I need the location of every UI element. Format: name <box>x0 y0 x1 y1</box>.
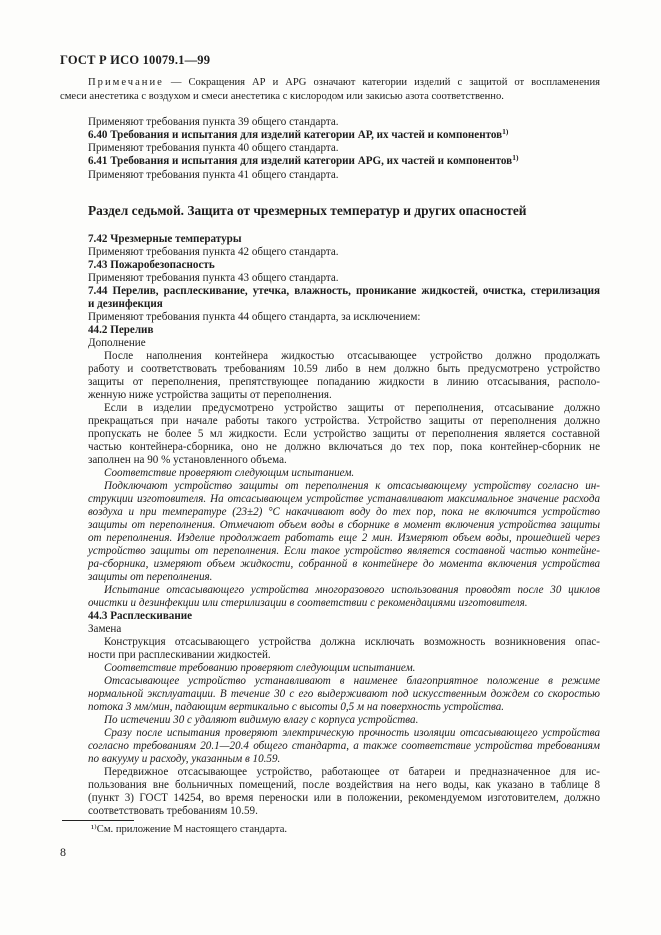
paragraph-line: Соответствие требованию проверяют следующим испытанием. <box>104 662 416 674</box>
paragraph-line: После наполнения контейнера жидкостью отсасывающее устройство должно продолжать <box>104 350 600 362</box>
clause-heading-44-3: 44.3 Расплескивание <box>88 610 193 622</box>
clause-heading-44-2: 44.2 Перелив <box>88 324 154 336</box>
paragraph-line: ности при расплескивании жидкостей. <box>88 649 271 661</box>
paragraph-line: заполнен на 90 % установленного объема. <box>88 454 287 466</box>
clause-heading-text: 6.41 Требования и испытания для изделий категории APG, их частей и компонентов <box>88 155 513 167</box>
footnote-separator <box>62 820 134 821</box>
footnote-mark: 1) <box>512 153 519 162</box>
footnote-mark: 1) <box>502 127 509 136</box>
paragraph-line: Если в изделии предусмотрено устройство защиты от переполнения, отсасывание должно <box>104 402 600 414</box>
note-line <box>88 76 600 89</box>
paragraph-line: Применяют требования пункта 43 общего стандарта. <box>88 272 339 284</box>
paragraph-line: защиты от переполнения. Отмечают объем воды в сборнике в момент включения устройства защиты <box>88 519 600 531</box>
paragraph-line: нормальной эксплуатации. В течение 30 с его выдерживают под искусственным дождем со скоростью <box>88 688 600 700</box>
paragraph-line: Конструкция отсасывающего устройства должна исключать возможность возникновения опас- <box>104 636 600 648</box>
paragraph-line: очистки и дезинфекции или стерилизации в соответствии с рекомендациями изготовителя. <box>88 597 528 609</box>
paragraph-line: (пункт 3) ГОСТ 14254, во время переноски или в положении, рекомендуемом изготовителем, должно <box>88 792 600 804</box>
paragraph-line: Сразу после испытания проверяют электрическую прочность изоляции отсасывающего устройства <box>104 727 600 739</box>
note-label: Примечание <box>88 77 164 88</box>
paragraph-line: женную ниже устройства защиты от переполнения. <box>88 389 332 401</box>
standard-header: ГОСТ Р ИСО 10079.1—99 <box>60 53 211 67</box>
clause-heading-6-40 <box>88 129 508 142</box>
paragraph-line: защиты от переполнения, препятствующее попаданию жидкости в линию отсасывания, располо- <box>88 376 600 388</box>
clause-heading-7-44-cont: и дезинфекция <box>88 298 163 310</box>
paragraph-line: Применяют требования пункта 41 общего стандарта. <box>88 169 339 181</box>
paragraph-line: работу и соответствовать требованиям 10.59 либо в нем должно быть предусмотрено устройство <box>88 363 600 375</box>
paragraph-line: Применяют требования пункта 39 общего стандарта. <box>88 116 339 128</box>
paragraph-line: потока 3 мм/мин, падающим вертикально с высоты 0,5 м на поверхность устройства. <box>88 701 505 713</box>
paragraph-line: пропускать не более 5 мл жидкости. Если устройство защиты от переполнения является составной <box>88 428 600 440</box>
paragraph-line: Подключают устройство защиты от переполнения к отсасывающему устройству согласно ин- <box>104 480 600 492</box>
paragraph-line: Применяют требования пункта 42 общего стандарта. <box>88 246 339 258</box>
paragraph-line: Применяют требования пункта 44 общего стандарта, за исключением: <box>88 311 421 323</box>
paragraph-line: Испытание отсасывающего устройства многоразового использования проводят после 30 циклов <box>104 584 600 596</box>
clause-heading-7-44: 7.44 Перелив, расплескивание, утечка, влажность, проникание жидкостей, очистка, стерилизация <box>88 285 600 297</box>
clause-heading-7-43: 7.43 Пожаробезопасность <box>88 259 215 271</box>
paragraph-line: согласно требованиям 20.1—20.4 общего стандарта, а также соответствие устройства требованиям <box>88 740 600 752</box>
paragraph-line: Отсасывающее устройство устанавливают в наименее благоприятное положение в режиме <box>104 675 600 687</box>
note-text: — Сокращения АР и APG означают категории изделий с защитой от воспламенения <box>163 77 600 88</box>
paragraph-line: Соответствие проверяют следующим испытанием. <box>104 467 355 479</box>
note-line: смеси анестетика с воздухом и смеси анестетика с кислородом или закисью азота соответственно. <box>60 91 504 102</box>
paragraph-line: устройство защиты от переполнения. Если такое устройство является составной частью контейне- <box>88 545 600 557</box>
paragraph-line: соответствовать требованиям 10.59. <box>88 805 258 817</box>
paragraph-line: пользования вне больничных помещений, после воздействия на него воды, как указано в таблице 8 <box>88 779 600 791</box>
paragraph-line: Передвижное отсасывающее устройство, работающее от батареи и предназначенное для ис- <box>104 766 600 778</box>
paragraph-line: струкции изготовителя. На отсасывающем устройстве устанавливают максимальное значение расхода <box>88 493 600 505</box>
paragraph-line: воздуха и при температуре (23±2) °С накачивают воду до тех пор, пока не включится устройство <box>88 506 600 518</box>
footnote-text: ¹⁾См. приложение М настоящего стандарта. <box>91 824 288 835</box>
paragraph-line: Дополнение <box>88 337 146 349</box>
paragraph-line: прекращаться при начале работы такого устройства. Устройство защиты от переполнения должно <box>88 415 600 427</box>
clause-heading-text: 6.40 Требования и испытания для изделий категории АР, их частей и компонентов <box>88 129 503 141</box>
clause-heading-7-42: 7.42 Чрезмерные температуры <box>88 233 242 245</box>
paragraph-line: Применяют требования пункта 40 общего стандарта. <box>88 142 339 154</box>
paragraph-line: защиты от переполнения. <box>88 571 213 583</box>
paragraph-line: по вакууму и расходу, указанным в 10.59. <box>88 753 281 765</box>
clause-heading-6-41 <box>88 155 518 168</box>
section-title: Раздел седьмой. Защита от чрезмерных температур и других опасностей <box>88 203 527 218</box>
paragraph-line: ра-сборника, измеряют объем жидкости, собранной в контейнере до момента включения устройства <box>88 558 600 570</box>
paragraph-line: Замена <box>88 623 122 635</box>
page-number: 8 <box>60 845 66 859</box>
paragraph-line: По истечении 30 с удаляют видимую влагу с корпуса устройства. <box>104 714 419 726</box>
paragraph-line: от переполнения. Изделие продолжает работать еще 2 мин. Измеряют объем воды, прошедшей через <box>88 532 600 544</box>
paragraph-line: частью контейнера-сборника, оно не должно включаться до тех пор, пока контейнер-сборник не <box>88 441 600 453</box>
